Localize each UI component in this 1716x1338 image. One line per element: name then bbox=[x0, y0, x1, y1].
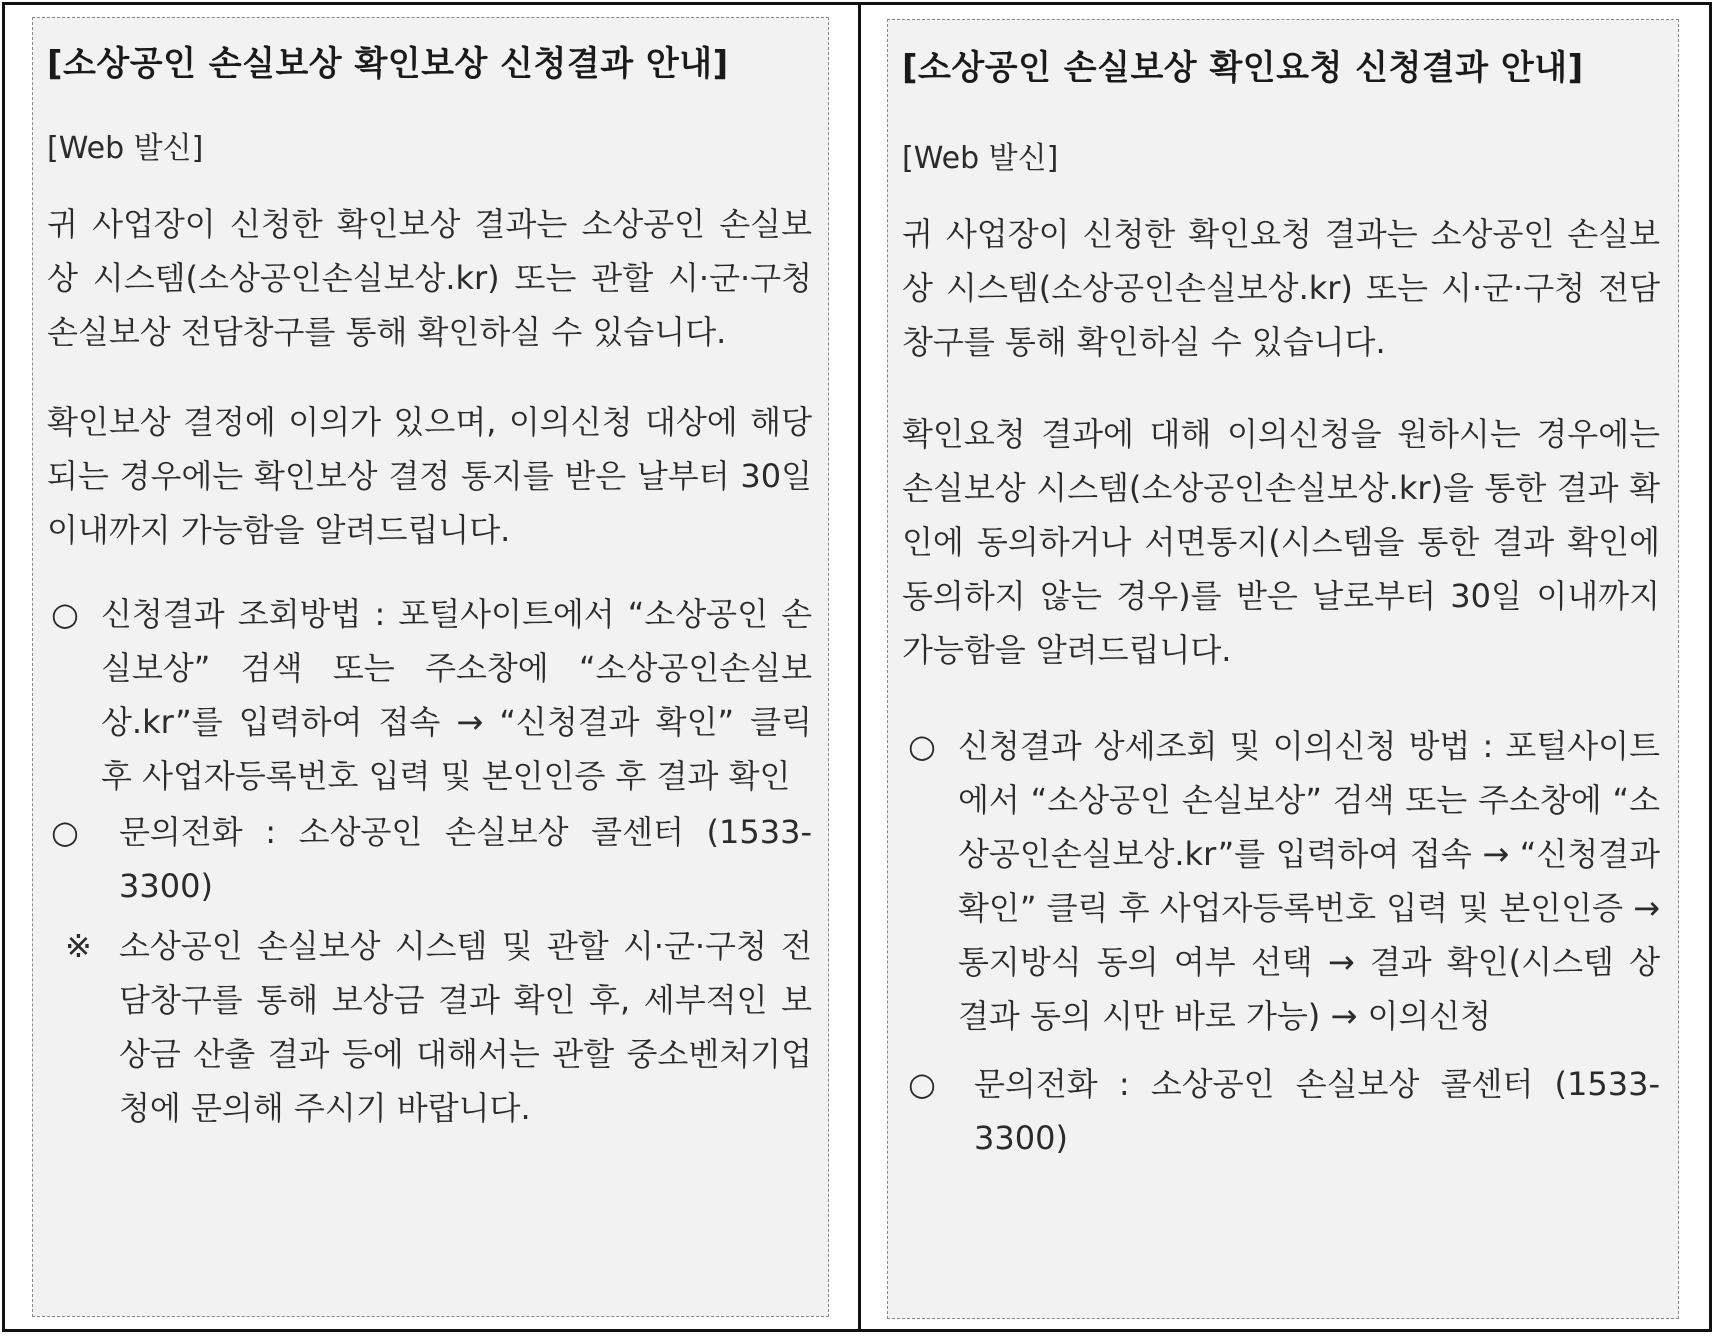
circle-bullet-icon: ○ bbox=[51, 813, 79, 851]
notice-title: [소상공인 손실보상 확인요청 신청결과 안내] bbox=[902, 48, 1584, 88]
contact-phone-text: 문의전화 : 소상공인 손실보상 콜센터 (1533-3300) bbox=[119, 813, 812, 905]
contact-phone-item bbox=[902, 1057, 1660, 1165]
notice-title: [소상공인 손실보상 확인보상 신청결과 안내] bbox=[47, 44, 729, 84]
left-column bbox=[5, 5, 861, 1329]
confirmation-request-notice bbox=[887, 19, 1679, 1319]
circle-bullet-icon: ○ bbox=[51, 595, 79, 633]
web-sent-tag: [Web 발신] bbox=[902, 141, 1059, 176]
result-check-paragraph: 귀 사업장이 신청한 확인요청 결과는 소상공인 손실보상 시스템(소상공인손실보상.kr) 또는 시·군·구청 전담창구를 통해 확인하실 수 있습니다. bbox=[902, 215, 1660, 361]
circle-bullet-icon: ○ bbox=[908, 1065, 936, 1103]
lookup-method-text: 신청결과 조회방법 : 포털사이트에서 “소상공인 손실보상” 검색 또는 주소창에 “소상공인손실보상.kr”를 입력하여 접속 → “신청결과 확인” 클릭 후 사업자등록번호 입력 및 본인인증 후 결과 확인 bbox=[101, 595, 812, 795]
confirmation-compensation-notice bbox=[32, 17, 829, 1317]
contact-phone-item bbox=[47, 805, 812, 913]
circle-bullet-icon: ○ bbox=[908, 727, 936, 765]
reference-note-item bbox=[47, 919, 812, 1135]
result-check-paragraph: 귀 사업장이 신청한 확인보상 결과는 소상공인 손실보상 시스템(소상공인손실보상.kr) 또는 관할 시·군·구청 손실보상 전담창구를 통해 확인하실 수 있습니다. bbox=[47, 205, 812, 351]
lookup-and-objection-method-item bbox=[902, 719, 1660, 1043]
right-column bbox=[861, 5, 1709, 1329]
reference-mark-icon: ※ bbox=[65, 927, 92, 965]
contact-phone-text: 문의전화 : 소상공인 손실보상 콜센터 (1533-3300) bbox=[974, 1065, 1660, 1157]
reference-note-text: 소상공인 손실보상 시스템 및 관할 시·군·구청 전담창구를 통해 보상금 결과 확인 후, 세부적인 보상금 산출 결과 등에 대해서는 관할 중소벤처기업청에 문의해 주시기 바랍니다. bbox=[119, 927, 812, 1127]
notice-comparison-table bbox=[2, 2, 1712, 1332]
objection-paragraph: 확인요청 결과에 대해 이의신청을 원하시는 경우에는 손실보상 시스템(소상공인손실보상.kr)을 통한 결과 확인에 동의하거나 서면통지(시스템을 통한 결과 확인에 동의하지 않는 경우)를 받은 날로부터 30일 이내까지 가능함을 알려드립니다. bbox=[902, 415, 1660, 669]
lookup-method-item bbox=[47, 587, 812, 803]
lookup-and-objection-method-text: 신청결과 상세조회 및 이의신청 방법 : 포털사이트에서 “소상공인 손실보상” 검색 또는 주소창에 “소상공인손실보상.kr”를 입력하여 접속 → “신청결과 확인” 클릭 후 사업자등록번호 입력 및 본인인증 → 통지방식 동의 여부 선택 → 결과 확인(시스템 상 결과 동의 시만 바로 가능) → 이의신청 bbox=[958, 727, 1660, 1035]
web-sent-tag: [Web 발신] bbox=[47, 131, 204, 166]
objection-paragraph: 확인보상 결정에 이의가 있으며, 이의신청 대상에 해당되는 경우에는 확인보상 결정 통지를 받은 날부터 30일 이내까지 가능함을 알려드립니다. bbox=[47, 403, 812, 549]
